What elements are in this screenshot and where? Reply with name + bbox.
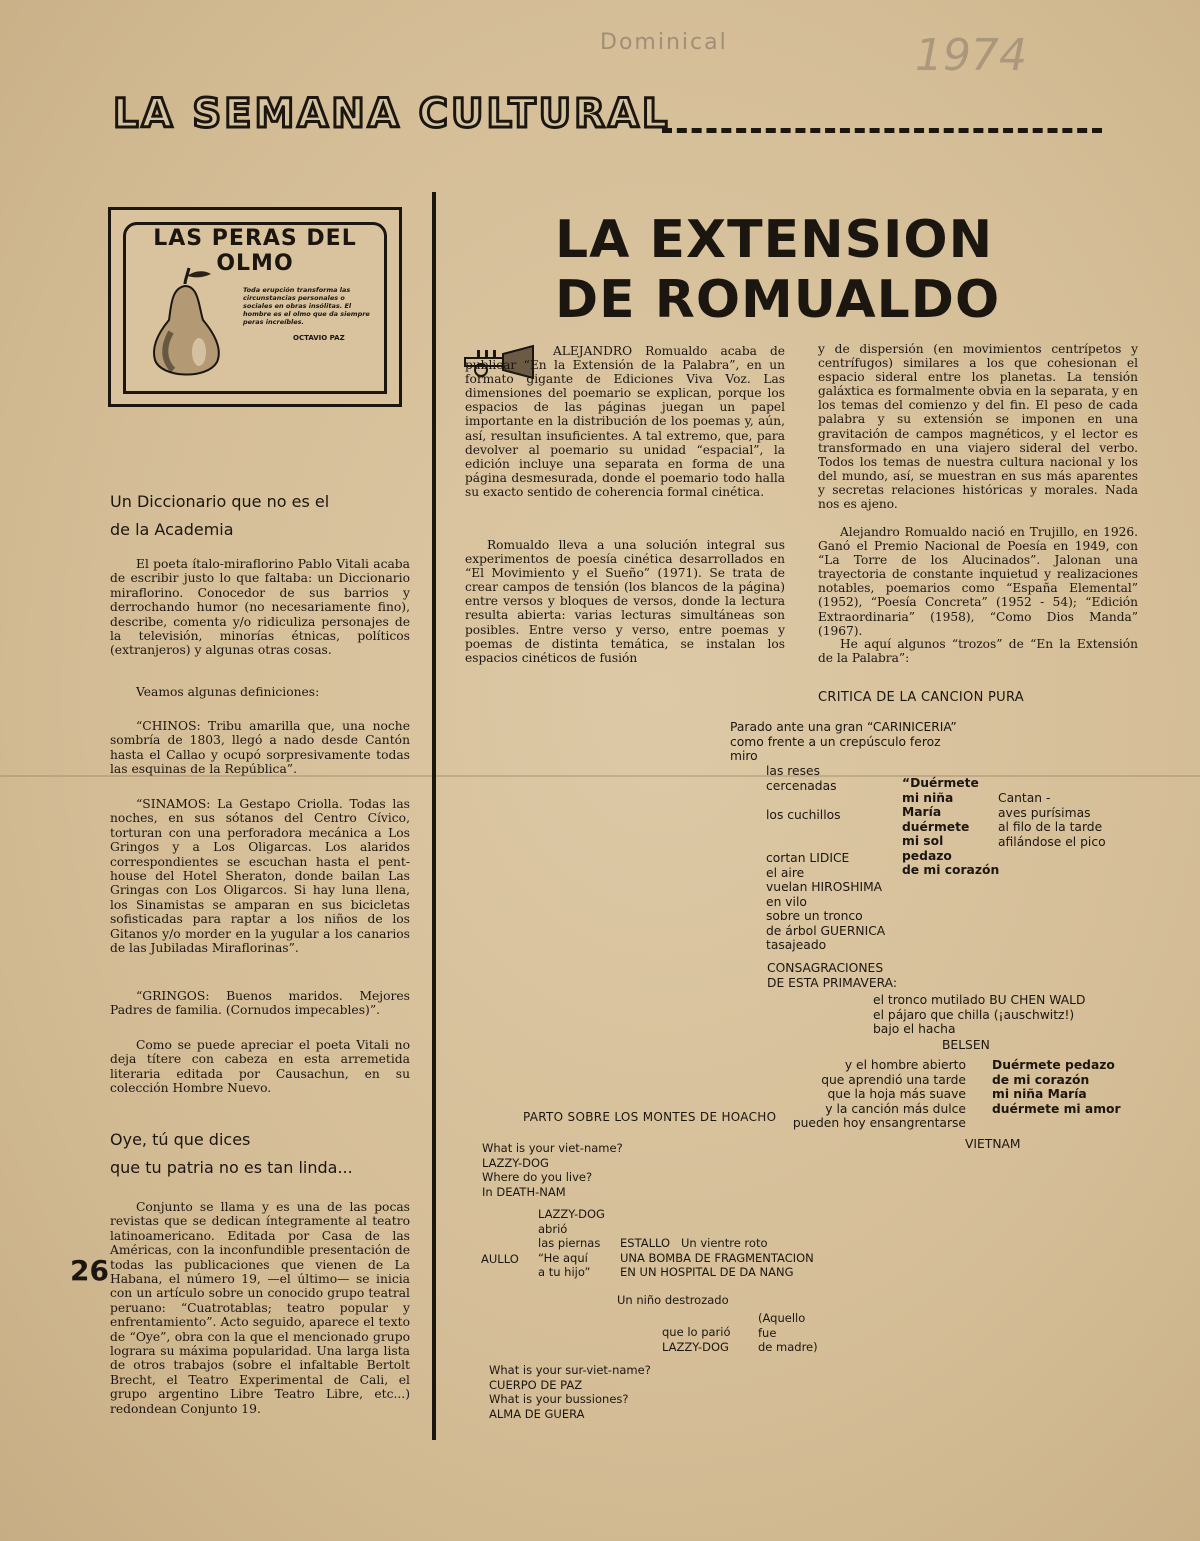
article-col2-paragraph-1: y de dispersión (en movimientos centrípetos y centrífugos) similares a los que cohesionan el espacio sideral entre los planetas. La tensión galáxtica es formalmente obvia en la separata, y en los temas del comienzo y del fin. El peso de cada palabra y su extensión se imponen en una gravitación de campos magnéticos, y el lector es transformado en una viajero sideral del verbo. Todos los temas de nuestra cultura nacional y los del mundo, así, se muestran en sus más aparentes y secretas relaciones históricas y morales. Nada nos es ajeno. [818,342,1138,512]
left-paragraph-4: “SINAMOS: La Gestapo Criolla. Todas las noches, en sus sótanos del Centro Cívico, torturan con una perforadora mecánica a Los Gringos y a Los Oligarcas. Los alaridos correspondientes se escuchan hasta el pent-house del Hotel Sheraton, donde bailan Las Gringas con Los Oligarcos. Si hay luna llena, los Sinamistas se amparan en sus bicicletas sofisticadas para raptar a los niños de los Gitanos y/o morder en la yugular a los canarios de las Jubiladas Miraflorinas”. [110,797,410,956]
oye-heading-1: Oye, tú que dices [110,1130,251,1149]
article-title-line-1: LA EXTENSION [555,210,994,270]
article-col2-paragraph-3: He aquí algunos “trozos” de “En la Extensión de la Palabra”: [818,637,1138,666]
handwritten-note: Dominical [600,30,728,55]
poem1-block-c: “Duérmete mi niña María duérmete mi sol pedazo de mi corazón [902,776,1000,877]
poem1-block-b: las reses cercenadas los cuchillos cortan LIDICE el aire vuelan HIROSHIMA en vilo sobre un tronco de árbol GUERNICA tasajeado [766,764,886,952]
title-dashed-rule [662,128,1102,133]
column-divider [432,192,436,1440]
peras-del-olmo-box [108,207,402,407]
diccionario-heading-1: Un Diccionario que no es el [110,492,330,511]
poem1-block-j: VIETNAM [965,1137,1021,1151]
left-paragraph-1: El poeta ítalo-miraflorino Pablo Vitali acaba de escribir justo lo que faltaba: un Diccionario miraflorino. Conocedor de sus barrios y derrochando humor (no necesariamente fino), describe, comenta y/o ridiculiza personajes de la televisión, minorías étnicas, políticos (extranjeros) y algunas otras cosas. [110,557,410,658]
section-title: LA SEMANA CULTURAL [113,91,671,137]
article-col1-paragraph-2: Romualdo lleva a una solución integral sus experimentos de poesía cinética desarrollados en “El Movimiento y el Sueño” (1971). Se trata de crear campos de tensión (los blancos de la página) entre versos y bloques de versos, donde la lectura resulta abierta: varias lecturas simultáneas son posibles. Entre verso y verso, entre poemas y poemas de distinta temática, se instalan los espacios cinéticos de fusión [465,538,785,665]
poem2-aullo: AULLO [481,1252,519,1266]
poem1-block-f: el tronco mutilado BU CHEN WALD el pájaro que chilla (¡auschwitz!) bajo el hacha [873,993,1086,1036]
pear-icon [141,262,231,382]
poem2-block-a: What is your viet-name? LAZZY-DOG Where do you live? In DEATH-NAM [482,1141,623,1199]
article-col1-paragraph-1: ALEJANDRO Romualdo acaba de publicar “En la Extensión de la Palabra”, en un formato gigante de Ediciones Viva Voz. Las dimensiones del poemario se explican, porque los espacios de las páginas juegan un papel importante en la distribución de los poemas y, aún, así, resultan insuficientes. A tal extremo, que, para devolver al poemario su unidad “espacial”, la edición incluye una separata en forma de una página desmesurada, donde el poemario todo halla su exacto sentido de coherencia formal cinética. [465,344,785,499]
poem1-block-d: Cantan - aves purísimas al filo de la tarde afilándose el pico [998,791,1106,849]
poem1-block-a: Parado ante una gran “CARINICERIA” como frente a un crepúsculo feroz miro [730,720,957,763]
poem2-block-g: What is your sur-viet-name? CUERPO DE PAZ What is your bussiones? ALMA DE GUERA [489,1363,651,1421]
poem1-title: CRITICA DE LA CANCION PURA [818,690,1024,705]
article-title [555,210,1075,330]
diccionario-heading-2: de la Academia [110,520,234,539]
box-author: OCTAVIO PAZ [293,334,345,342]
poem2-block-e: que lo parió LAZZY-DOG [662,1325,731,1354]
poem1-block-h: y el hombre abierto que aprendió una tarde que la hoja más suave y la canción más dulce pueden hoy ensangrentarse [792,1058,966,1130]
poem2-block-f: (Aquello fue de madre) [758,1311,818,1354]
left-paragraph-2: Veamos algunas definiciones: [136,685,320,699]
article-title-line-2: DE ROMUALDO [555,270,1001,330]
handwritten-year: 1974 [915,30,1027,81]
page-number: 26 [70,1254,109,1287]
poem1-block-e: CONSAGRACIONES DE ESTA PRIMAVERA: [767,961,897,990]
article-col2-paragraph-2: Alejandro Romualdo nació en Trujillo, en 1926. Ganó el Premio Nacional de Poesía en 1949, con “La Torre de los Alucinados”. Jalonan una trayectoria de constante inquietud y realizaciones notables, poemarios como “España Elemental” (1952), “Poesía Concreta” (1952 - 54); “Edición Extraordinaria” (1958), “Como Dios Manda” (1967). [818,525,1138,638]
oye-heading-2: que tu patria no es tan linda... [110,1158,353,1177]
left-paragraph-6: Como se puede apreciar el poeta Vitali no deja títere con cabeza en esta arremetida literaria editada por Causachun, en su colección Hombre Nuevo. [110,1038,410,1096]
poem2-block-d: Un niño destrozado [617,1293,729,1307]
poem2-block-b: LAZZY-DOG abrió las piernas “He aquí a tu hijo” [538,1207,605,1279]
left-paragraph-3: “CHINOS: Tribu amarilla que, una noche sombría de 1803, llegó a nado desde Cantón hasta el Callao y ocupó sorpresivamente todas las esquinas de la República”. [110,719,410,777]
left-paragraph-5: “GRINGOS: Buenos maridos. Mejores Padres de familia. (Cornudos impecables)”. [110,989,410,1018]
left-paragraph-7: Conjunto se llama y es una de las pocas revistas que se dedican íntegramente al teatro latinoamericano. Editada por Casa de las Américas, con la inconfundible presentación de todas las publicaciones que vienen de La Habana, el número 19, —el último— se inicia con un artículo sobre un conocido grupo teatral peruano: “Cuatrotablas; teatro popular y enfrentamiento”. Acto seguido, aparece el texto de “Oye”, obra con la que el mencionado grupo lograra su máxima popularidad. Una larga lista de otros trabajos (sobre el infaltable Bertolt Brecht, el Teatro Experimental de Cali, el grupo argentino Libre Teatro Libre, etc...) redondean Conjunto 19. [110,1200,410,1416]
box-quote: Toda erupción transforma las circunstancias personales o sociales en obras insólitas. El hombre es el olmo que da siempre peras increíbles. [243,286,370,326]
poem2-block-c: ESTALLO Un vientre roto UNA BOMBA DE FRAGMENTACION EN UN HOSPITAL DE DA NANG [620,1236,814,1279]
box-title: LAS PERAS DEL OLMO [153,226,357,276]
poem1-block-i: Duérmete pedazo de mi corazón mi niña María duérmete mi amor [992,1058,1121,1116]
poem2-title: PARTO SOBRE LOS MONTES DE HOACHO [523,1110,777,1124]
poem1-block-g: BELSEN [942,1038,990,1052]
